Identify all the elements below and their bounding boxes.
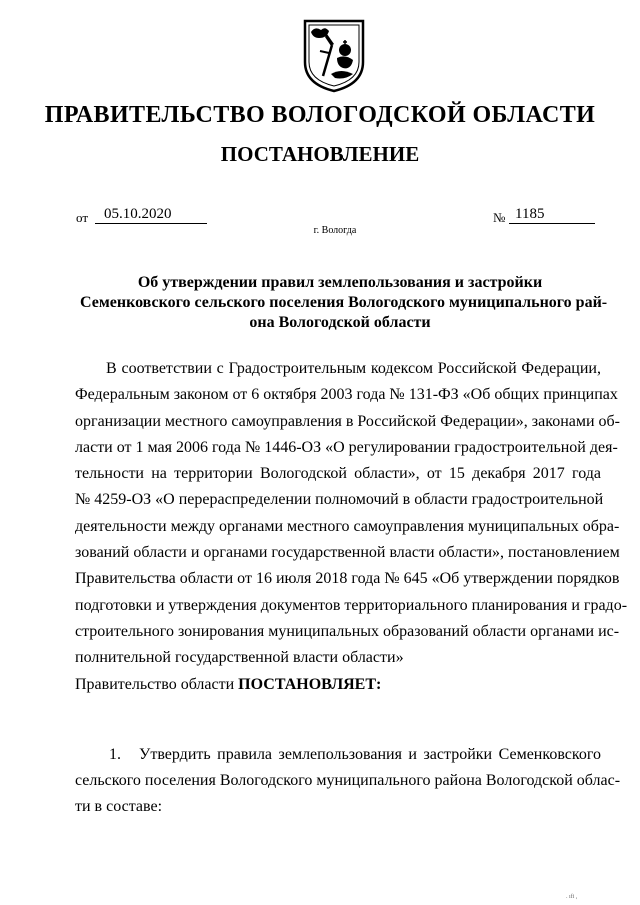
preamble-line: В соответствии с Градостроительным кодексом Российской Федерации, xyxy=(106,360,601,377)
preamble-line: ласти от 1 мая 2006 года № 1446-ОЗ «О регулировании градостроительной дея- xyxy=(75,438,618,456)
coat-of-arms-icon xyxy=(301,18,367,94)
preamble-line: организации местного самоуправления в Российской Федерации», законами об- xyxy=(75,412,621,430)
scan-mark: . ıfi , xyxy=(566,894,578,900)
preamble-line: полнительной государственной власти области» xyxy=(75,649,404,667)
preamble-line: подготовки и утверждения документов территориального планирования и градо- xyxy=(75,596,628,614)
document-number: 1185 xyxy=(509,206,595,224)
resolve-word: ПОСТАНОВЛЯЕТ: xyxy=(238,675,382,693)
item-1-line xyxy=(75,742,601,768)
resolve-prefix: Правительство области xyxy=(75,675,235,693)
subject-line: она Вологодской области xyxy=(249,314,431,331)
preamble-line: зований области и органами государственной власти области», постановлением xyxy=(75,544,620,562)
item-1-line: сельского поселения Вологодского муниципального района Вологодской облас- xyxy=(75,772,621,790)
document-subject xyxy=(80,273,608,333)
preamble-line: строительного зонирования муниципальных образований области органами ис- xyxy=(75,622,620,640)
preamble-line: тельности на территории Вологодской области», от 15 декабря 2017 года xyxy=(75,465,601,483)
preamble-line: деятельности между органами местного самоуправления муниципальных обра- xyxy=(75,517,620,535)
document-type-title: ПОСТАНОВЛЕНИЕ xyxy=(220,142,420,166)
number-label: № xyxy=(493,210,506,225)
preamble-line: Правительства области от 16 июля 2018 года № 645 «Об утверждении порядков xyxy=(75,570,620,588)
date-label: от xyxy=(76,210,89,225)
subject-line: Семенковского сельского поселения Вологодского муниципального рай- xyxy=(80,294,608,311)
preamble-line: № 4259-ОЗ «О перераспределении полномочий в области градостроительной xyxy=(75,491,604,509)
subject-line: Об утверждении правил землепользования и застройки xyxy=(137,274,543,291)
document-body xyxy=(75,356,628,821)
item-1-text: Утвердить правила землепользования и застройки Семенковского xyxy=(139,745,601,763)
preamble-line: Федеральным законом от 6 октября 2003 года № 131-ФЗ «Об общих принципах xyxy=(75,386,618,404)
government-title: ПРАВИТЕЛЬСТВО ВОЛОГОДСКОЙ ОБЛАСТИ xyxy=(44,102,596,128)
document-date: 05.10.2020 xyxy=(95,206,207,224)
city-label: г. Вологда xyxy=(313,225,357,236)
item-1-line: ти в составе: xyxy=(75,798,163,816)
resolve-line xyxy=(75,672,601,698)
item-1-number: 1. xyxy=(109,745,121,763)
